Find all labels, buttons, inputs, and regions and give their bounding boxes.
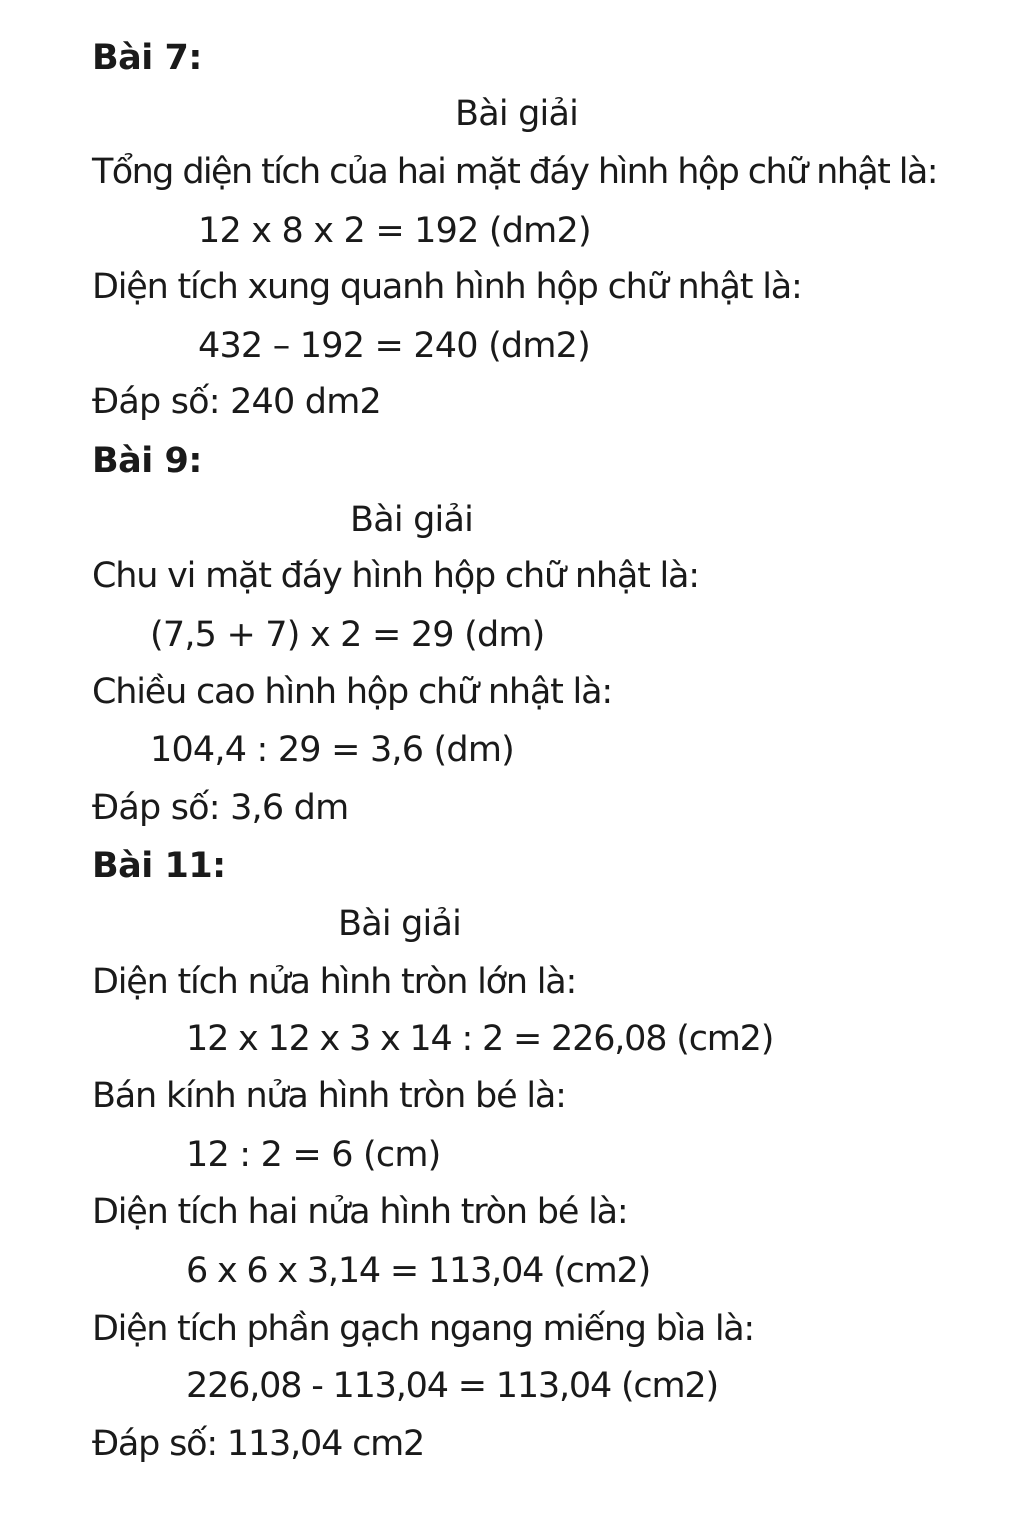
answer: Đáp số: 113,04 cm2 (92, 1424, 425, 1464)
solution-label: Bài giải (338, 904, 462, 944)
step-calc: (7,5 + 7) x 2 = 29 (dm) (150, 615, 545, 655)
step-text: Diện tích phần gạch ngang miếng bìa là: (92, 1309, 754, 1349)
problem-title: Bài 11: (92, 846, 226, 886)
step-text: Chiều cao hình hộp chữ nhật là: (92, 672, 612, 712)
step-text: Tổng diện tích của hai mặt đáy hình hộp chữ nhật là: (92, 152, 937, 192)
step-calc: 432 – 192 = 240 (dm2) (198, 326, 590, 366)
step-calc: 12 x 12 x 3 x 14 : 2 = 226,08 (cm2) (186, 1019, 774, 1059)
step-text: Chu vi mặt đáy hình hộp chữ nhật là: (92, 556, 699, 596)
step-text: Diện tích nửa hình tròn lớn là: (92, 962, 577, 1002)
step-calc: 12 : 2 = 6 (cm) (186, 1135, 441, 1175)
step-text: Diện tích hai nửa hình tròn bé là: (92, 1192, 628, 1232)
step-text: Diện tích xung quanh hình hộp chữ nhật là: (92, 267, 802, 307)
step-calc: 12 x 8 x 2 = 192 (dm2) (198, 211, 591, 251)
step-calc: 6 x 6 x 3,14 = 113,04 (cm2) (186, 1251, 651, 1291)
solution-label: Bài giải (455, 94, 579, 134)
step-calc: 104,4 : 29 = 3,6 (dm) (150, 730, 514, 770)
problem-title: Bài 9: (92, 441, 202, 481)
step-text: Bán kính nửa hình tròn bé là: (92, 1076, 566, 1116)
answer: Đáp số: 240 dm2 (92, 382, 381, 422)
answer: Đáp số: 3,6 dm (92, 788, 349, 828)
problem-title: Bài 7: (92, 38, 202, 78)
step-calc: 226,08 - 113,04 = 113,04 (cm2) (186, 1366, 718, 1406)
solution-label: Bài giải (350, 500, 474, 540)
